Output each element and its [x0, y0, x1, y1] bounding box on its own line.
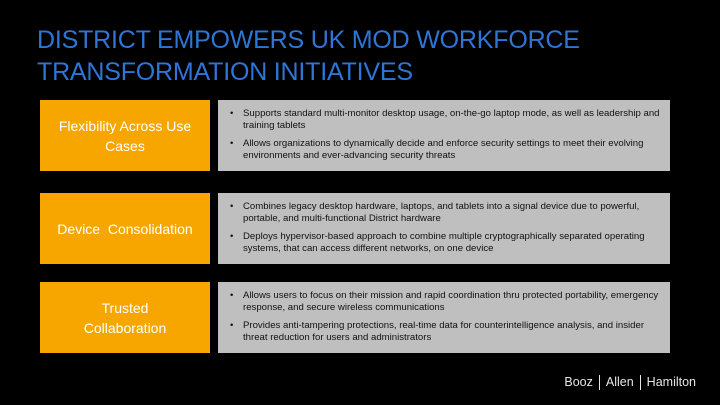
- feature-label-box: [40, 282, 210, 353]
- feature-label-box: [40, 100, 210, 171]
- feature-row-trusted-collaboration: [40, 282, 670, 353]
- feature-label: Flexibility Across Use Cases: [58, 117, 192, 154]
- feature-description-box: [218, 282, 670, 353]
- title-line-2: TRANSFORMATION INITIATIVES: [37, 58, 413, 86]
- bullet-item: • Deploys hypervisor-based approach to combine multiple cryptographically separated operating systems, that can access different networks, on one device: [228, 231, 664, 255]
- feature-description-box: [218, 193, 670, 264]
- feature-row-device-consolidation: [40, 193, 670, 264]
- bullet-item: • Supports standard multi-monitor desktop usage, on-the-go laptop mode, as well as leadership and training tablets: [228, 108, 664, 132]
- logo-word-allen: Allen: [605, 375, 634, 389]
- logo-word-booz: Booz: [564, 375, 593, 389]
- feature-description-box: [218, 100, 670, 171]
- bullet-item: • Allows users to focus on their mission and rapid coordination thru protected portability, emergency response, and secure wireless communications: [228, 290, 664, 314]
- feature-label: Trusted Collaboration: [83, 299, 167, 336]
- slide-title: [37, 24, 697, 88]
- feature-label: Device Consolidation: [57, 220, 193, 237]
- logo-word-hamilton: Hamilton: [646, 375, 696, 389]
- logo-divider: [640, 375, 641, 390]
- bullet-item: • Provides anti-tampering protections, real-time data for counterintelligence analysis, and insider threat reduction for users and administrators: [228, 320, 664, 344]
- bullet-item: • Combines legacy desktop hardware, laptops, and tablets into a signal device due to powerful, portable, and multi-functional District hardware: [228, 201, 664, 225]
- feature-label-box: [40, 193, 210, 264]
- title-line-1: DISTRICT EMPOWERS UK MOD WORKFORCE: [37, 26, 580, 54]
- logo-divider: [599, 375, 600, 390]
- feature-row-flexibility: [40, 100, 670, 171]
- bullet-item: • Allows organizations to dynamically decide and enforce security settings to meet their evolving environments and ever-advancing security threats: [228, 138, 664, 162]
- booz-allen-hamilton-logo: [564, 374, 696, 390]
